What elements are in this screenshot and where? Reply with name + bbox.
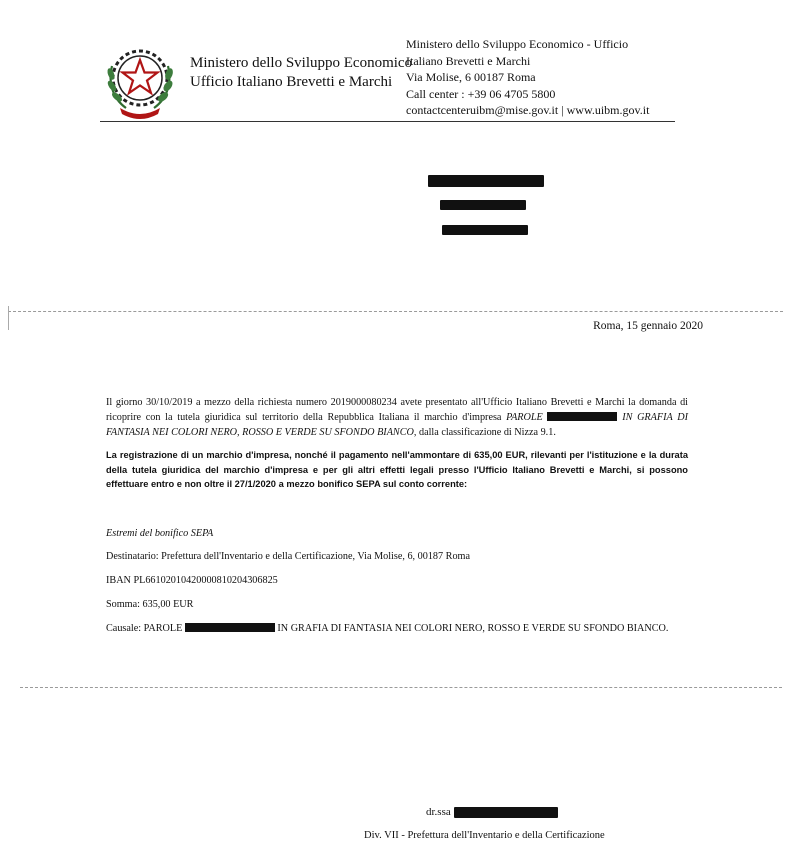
reason-prefix: Causale: PAROLE (106, 623, 183, 634)
redacted-signatory-name (454, 807, 558, 818)
redacted-reason-word (185, 623, 275, 632)
contact-phone: Call center : +39 06 4705 5800 (406, 86, 556, 101)
header-ministry: Ministero dello Sviluppo Economico (190, 55, 413, 71)
reason-description: IN GRAFIA DI FANTASIA NEI COLORI NERO, ROSSO E VERDE SU SFONDO BIANCO. (277, 623, 669, 634)
paragraph-application (106, 395, 688, 440)
contact-address: Via Molise, 6 00187 Roma (406, 70, 536, 84)
fold-tick (8, 306, 9, 330)
redacted-recipient-name (428, 175, 544, 187)
fold-line (8, 311, 783, 312)
signatory-title: dr.ssa (426, 806, 451, 818)
contact-line: Italiano Brevetti e Marchi (406, 53, 531, 68)
payment-reason (106, 622, 686, 636)
header-office-name (190, 54, 412, 92)
contact-email-web: contactcenteruibm@mise.gov.it | www.uibm.gov.it (406, 103, 650, 117)
contact-line: Ministero dello Sviluppo Economico - Ufficio (406, 37, 629, 51)
paragraph-payment-terms: La registrazione di un marchio d'impresa, nonché il pagamento nell'ammontare di 635,00 EUR, rilevanti per l'istituzione e la durata della tutela giuridica del marchio d'impresa e per gli altri effetti legali presso l'Ufficio Italiano Brevetti e Marchi, si possono effettuare entro e non oltre il 27/1/2020 a mezzo bonifico SEPA sul conto corrente: (106, 450, 688, 489)
payment-recipient: Destinatario: Prefettura dell'Inventario e della Certificazione, Via Molise, 6, 00187 Roma (106, 551, 470, 562)
p1-text: Il giorno 30/10/2019 a mezzo della richiesta numero 2019000080234 avete presentato all'Ufficio Italiano Brevetti e Marchi la domanda di ricoprire con la tutela giuridica sul territorio della Repubblica Italiana il marchio d'impresa (106, 397, 688, 423)
payment-title: Estremi del bonifico SEPA (106, 528, 214, 539)
redacted-recipient-city (442, 225, 528, 235)
fold-line (20, 687, 782, 688)
trademark-description: IN GRAFIA DI FANTASIA NEI COLORI NERO, ROSSO E VERDE SU SFONDO BIANCO (106, 412, 688, 438)
payment-iban: IBAN PL66102010420000810204306825 (106, 575, 278, 586)
header-contact-block (406, 36, 649, 119)
redacted-recipient-address (440, 200, 526, 210)
payment-amount: Somma: 635,00 EUR (106, 599, 194, 610)
italian-republic-emblem-icon (100, 36, 180, 120)
trademark-name: PAROLE (506, 412, 543, 423)
header-office: Ufficio Italiano Brevetti e Marchi (190, 74, 393, 90)
p1-class: , dalla classificazione di Nizza 9.1. (413, 427, 556, 438)
redacted-trademark-word (547, 412, 617, 421)
letter-date: Roma, 15 gennaio 2020 (593, 320, 703, 332)
signatory-division: Div. VII - Prefettura dell'Inventario e della Certificazione (364, 830, 605, 841)
header-divider (100, 121, 675, 122)
